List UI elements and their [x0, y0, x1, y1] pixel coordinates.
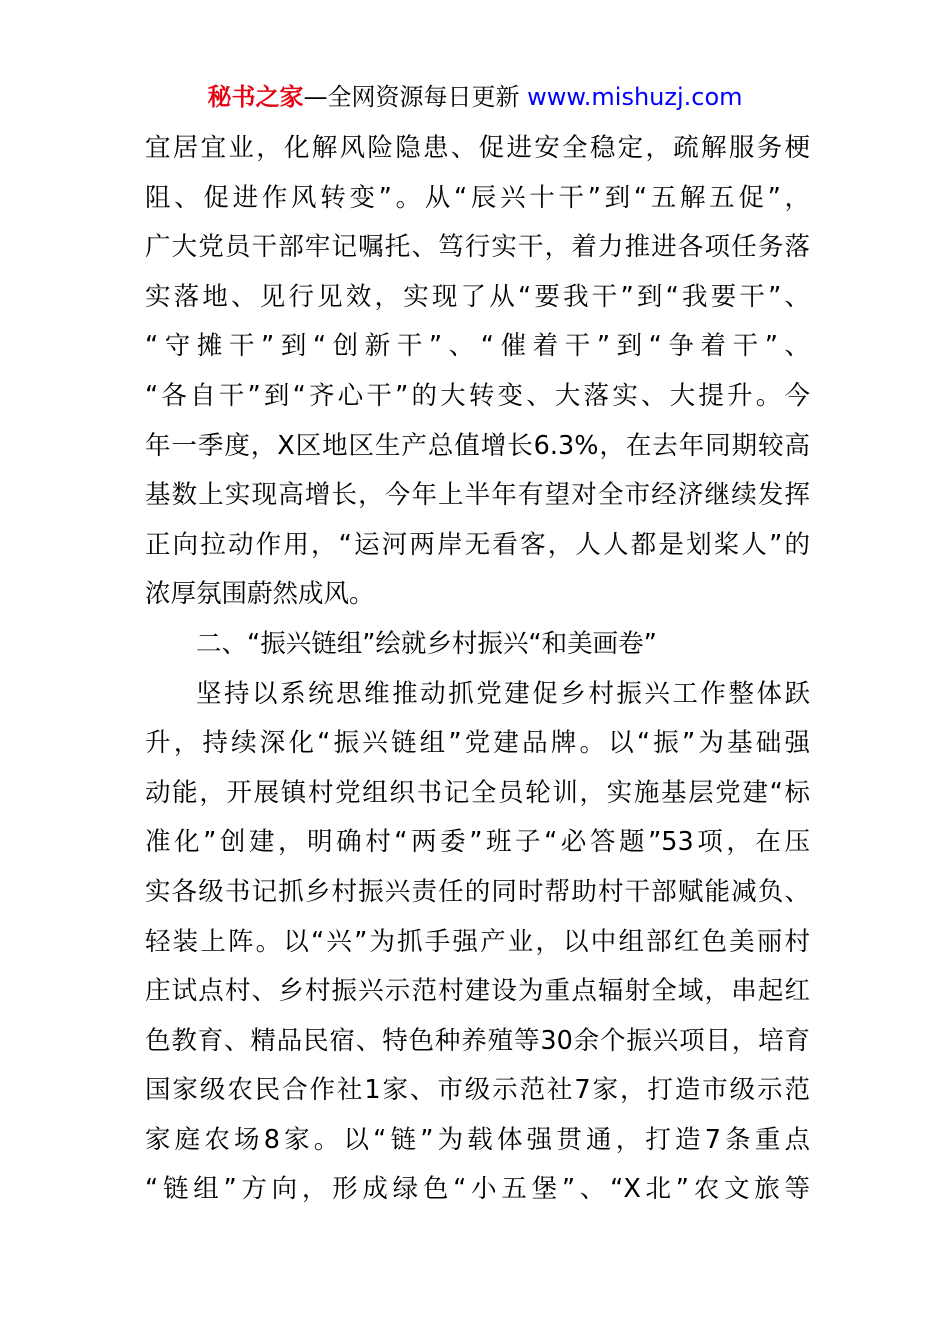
document-body	[145, 124, 810, 1215]
text-line: 实落地、见行见效，实现了从“要我干”到“我要干”、	[145, 281, 810, 312]
text-line: 庄试点村、乡村振兴示范村建设为重点辐射全域，串起红	[145, 976, 810, 1007]
brand-name: 秘书之家	[207, 83, 304, 111]
text-line: “链组”方向，形成绿色“小五堡”、“X北”农文旅等	[145, 1174, 810, 1205]
text-line: 家庭农场8家。以“链”为载体强贯通，打造7条重点	[145, 1124, 810, 1155]
section-heading: 二、“振兴链组”绘就乡村振兴“和美画卷”	[196, 628, 657, 659]
text-line: 国家级农民合作社1家、市级示范社7家，打造市级示范	[145, 1075, 810, 1106]
text-line: 基数上实现高增长，今年上半年有望对全市经济继续发挥	[145, 480, 810, 511]
header-tagline: —全网资源每日更新	[303, 83, 520, 111]
text-line: 轻装上阵。以“兴”为抓手强产业，以中组部红色美丽村	[145, 926, 810, 957]
text-line: 动能，开展镇村党组织书记全员轮训，实施基层党建“标	[145, 777, 810, 808]
text-line: 升，持续深化“振兴链组”党建品牌。以“振”为基础强	[145, 728, 810, 759]
text-line: 年一季度，X区地区生产总值增长6.3%，在去年同期较高	[145, 430, 810, 461]
site-header	[0, 80, 950, 114]
text-line: “守摊干”到“创新干”、“催着干”到“争着干”、	[145, 331, 810, 362]
text-line: 广大党员干部牢记嘱托、笃行实干，着力推进各项任务落	[145, 232, 810, 263]
text-line: 色教育、精品民宿、特色种养殖等30余个振兴项目，培育	[145, 1025, 810, 1056]
text-line: 宜居宜业，化解风险隐患、促进安全稳定，疏解服务梗	[145, 133, 810, 163]
text-line: 阻、促进作风转变”。从“辰兴十干”到“五解五促”，	[145, 182, 810, 213]
text-line: 实各级书记抓乡村振兴责任的同时帮助村干部赋能减负、	[145, 876, 810, 907]
text-line: 正向拉动作用，“运河两岸无看客，人人都是划桨人”的	[145, 529, 810, 560]
text-line: 准化”创建，明确村“两委”班子“必答题”53项，在压	[145, 827, 810, 858]
text-line: 坚持以系统思维推动抓党建促乡村振兴工作整体跃	[196, 678, 810, 709]
text-line: 浓厚氛围蔚然成风。	[145, 579, 375, 610]
site-url-link[interactable]: www.mishuzj.com	[527, 83, 743, 111]
text-line: “各自干”到“齐心干”的大转变、大落实、大提升。今	[145, 380, 810, 411]
